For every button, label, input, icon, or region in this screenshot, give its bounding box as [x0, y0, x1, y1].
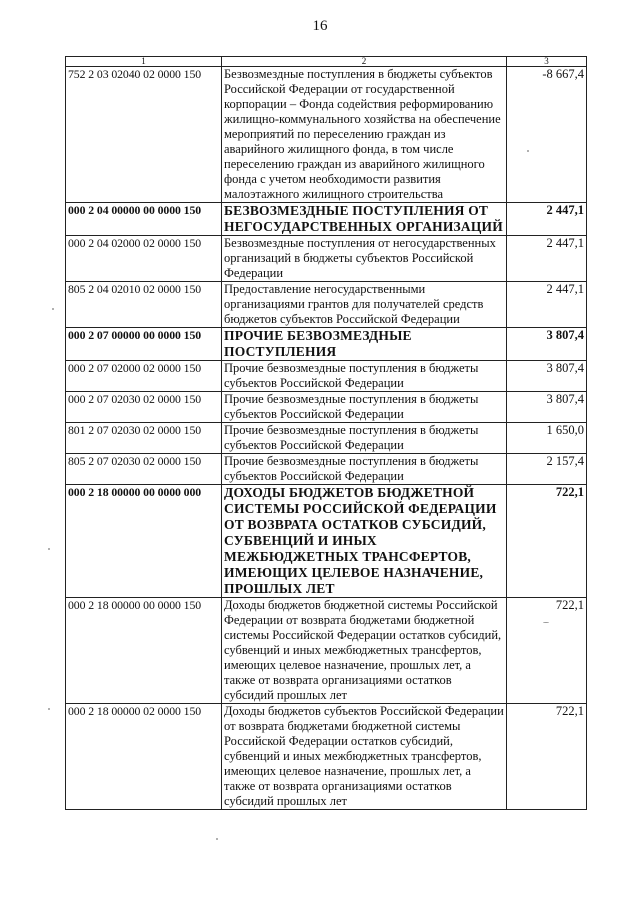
- amount: 2 447,1: [507, 236, 587, 282]
- scan-speck: [52, 308, 54, 310]
- scan-speck: [48, 708, 50, 710]
- page-number: 16: [312, 18, 328, 34]
- revenue-name: БЕЗВОЗМЕЗДНЫЕ ПОСТУПЛЕНИЯ ОТ НЕГОСУДАРСТВЕННЫХ ОРГАНИЗАЦИЙ: [222, 203, 507, 236]
- revenue-name: Прочие безвозмездные поступления в бюджеты субъектов Российской Федерации: [222, 392, 507, 423]
- revenue-name: ПРОЧИЕ БЕЗВОЗМЕЗДНЫЕ ПОСТУПЛЕНИЯ: [222, 328, 507, 361]
- budget-code: 805 2 04 02010 02 0000 150: [66, 282, 222, 328]
- budget-code: 801 2 07 02030 02 0000 150: [66, 423, 222, 454]
- amount: 3 807,4: [507, 361, 587, 392]
- table-row-section: [66, 203, 587, 236]
- amount: 722,1: [507, 598, 587, 704]
- budget-code: 000 2 18 00000 00 0000 000: [66, 485, 222, 598]
- table-row: [66, 598, 587, 704]
- table-row: [66, 704, 587, 810]
- budget-code: 000 2 18 00000 00 0000 150: [66, 598, 222, 704]
- amount: 2 447,1: [507, 203, 587, 236]
- table-row: [66, 236, 587, 282]
- scan-speck: [527, 150, 529, 152]
- budget-code: 000 2 07 00000 00 0000 150: [66, 328, 222, 361]
- revenue-name: ДОХОДЫ БЮДЖЕТОВ БЮДЖЕТНОЙ СИСТЕМЫ РОССИЙСКОЙ ФЕДЕРАЦИИ ОТ ВОЗВРАТА ОСТАТКОВ СУБСИДИЙ, СУБВЕНЦИЙ И ИНЫХ МЕЖБЮДЖЕТНЫХ ТРАНСФЕРТОВ, ИМЕЮЩИХ ЦЕЛЕВОЕ НАЗНАЧЕНИЕ, ПРОШЛЫХ ЛЕТ: [222, 485, 507, 598]
- revenue-name: Доходы бюджетов субъектов Российской Федерации от возврата бюджетами бюджетной системы Российской Федерации остатков субсидий, субвенций и иных межбюджетных трансфертов, имеющих целевое назначение, прошлых лет, а также от возврата организациями остатков субсидий прошлых лет: [222, 704, 507, 810]
- table-row: [66, 423, 587, 454]
- budget-code: 000 2 04 02000 02 0000 150: [66, 236, 222, 282]
- table-row-section: [66, 485, 587, 598]
- revenue-name: Безвозмездные поступления в бюджеты субъектов Российской Федерации от государственной корпорации – Фонда содействия реформированию жилищно-коммунального хозяйства на обеспечение мероприятий по переселению граждан из аварийного жилищного фонда, в том числе переселению граждан из аварийного жилищного фонда с учетом необходимости развития малоэтажного жилищного строительства: [222, 67, 507, 203]
- budget-code: 000 2 07 02000 02 0000 150: [66, 361, 222, 392]
- column-number-row: [66, 57, 587, 67]
- budget-revenue-table: [65, 56, 587, 810]
- revenue-name: Прочие безвозмездные поступления в бюджеты субъектов Российской Федерации: [222, 454, 507, 485]
- amount: 2 157,4: [507, 454, 587, 485]
- revenue-name: Прочие безвозмездные поступления в бюджеты субъектов Российской Федерации: [222, 423, 507, 454]
- amount: 722,1: [507, 704, 587, 810]
- table-row: [66, 361, 587, 392]
- table-row: [66, 392, 587, 423]
- table-row-section: [66, 328, 587, 361]
- table-row: [66, 282, 587, 328]
- revenue-name: Прочие безвозмездные поступления в бюджеты субъектов Российской Федерации: [222, 361, 507, 392]
- table-row: [66, 454, 587, 485]
- column-number-3: 3: [507, 57, 587, 67]
- column-number-2: 2: [222, 57, 507, 67]
- table-row: [66, 67, 587, 203]
- amount: 3 807,4: [507, 328, 587, 361]
- budget-code: 805 2 07 02030 02 0000 150: [66, 454, 222, 485]
- amount: 2 447,1: [507, 282, 587, 328]
- scan-speck: [543, 622, 549, 623]
- budget-code: 752 2 03 02040 02 0000 150: [66, 67, 222, 203]
- budget-code: 000 2 04 00000 00 0000 150: [66, 203, 222, 236]
- budget-code: 000 2 18 00000 02 0000 150: [66, 704, 222, 810]
- scan-speck: [48, 548, 50, 550]
- amount: 3 807,4: [507, 392, 587, 423]
- amount: 722,1: [507, 485, 587, 598]
- revenue-name: Безвозмездные поступления от негосударственных организаций в бюджеты субъектов Российской Федерации: [222, 236, 507, 282]
- amount: -8 667,4: [507, 67, 587, 203]
- scan-speck: [216, 838, 218, 840]
- revenue-name: Предоставление негосударственными организациями грантов для получателей средств бюджетов субъектов Российской Федерации: [222, 282, 507, 328]
- revenue-name: Доходы бюджетов бюджетной системы Российской Федерации от возврата бюджетами бюджетной системы Российской Федерации остатков субсидий, субвенций и иных межбюджетных трансфертов, имеющих целевое назначение, прошлых лет, а также от возврата организациями остатков субсидий прошлых лет: [222, 598, 507, 704]
- amount: 1 650,0: [507, 423, 587, 454]
- column-number-1: 1: [66, 57, 222, 67]
- budget-code: 000 2 07 02030 02 0000 150: [66, 392, 222, 423]
